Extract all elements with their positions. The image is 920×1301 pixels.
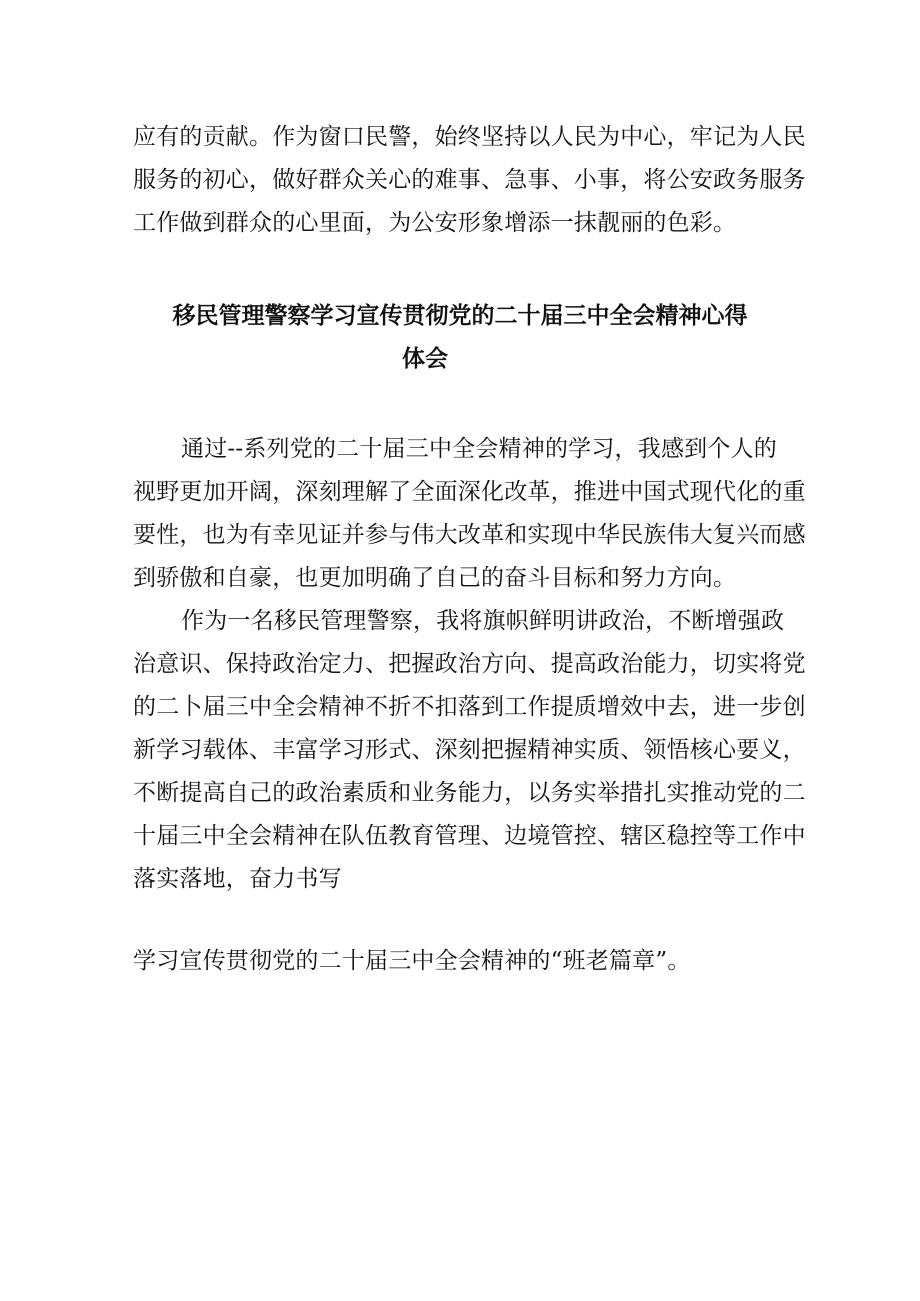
document-title-line: 体会 — [402, 346, 448, 372]
paragraph-line: 不断提高自己的政治素质和业务能力，以务实举措扎实推动党的二 — [133, 780, 806, 806]
paragraph-line: 通过--系列党的二十届三中全会精神的学习，我感到个人的 — [181, 436, 777, 462]
document-title-line: 移民管理警察学习宣传贯彻党的二十届三中全会精神心得 — [172, 303, 748, 329]
intro-line: 应有的贡献。作为窗口民警，始终坚持以人民为中心，牢记为人民 — [133, 124, 806, 150]
paragraph-line: 到骄傲和自豪，也更加明确了自己的奋斗目标和努力方向。 — [133, 565, 737, 591]
intro-line: 服务的初心，做好群众关心的难事、急事、小事，将公安政务服务 — [133, 167, 806, 193]
intro-line: 工作做到群众的心里面，为公安形象增添一抹靓丽的色彩。 — [133, 210, 737, 236]
paragraph-line: 视野更加开阔，深刻理解了全面深化改革，推进中国式现代化的重 — [133, 479, 806, 505]
paragraph-line: 要性，也为有幸见证并参与伟大改革和实现中华民族伟大复兴而感 — [133, 522, 806, 548]
paragraph-line: 治意识、保持政治定力、把握政治方向、提高政治能力，切实将党 — [133, 651, 806, 677]
paragraph-line: 十届三中全会精神在队伍教育管理、边境管控、辖区稳控等工作中 — [133, 823, 806, 849]
paragraph-line: 落实落地，奋力书写 — [133, 866, 342, 892]
paragraph-line: 新学习载体、丰富学习形式、深刻把握精神实质、领悟核心要义， — [133, 737, 806, 763]
paragraph-line: 的二卜届三中全会精神不折不扣落到工作提质增效中去，进一步创 — [133, 694, 806, 720]
paragraph-line: 作为一名移民管理警察，我将旗帜鲜明讲政治，不断增强政 — [181, 608, 785, 634]
closing-line: 学习宣传贯彻党的二十届三中全会精神的“班老篇章”。 — [133, 948, 691, 974]
